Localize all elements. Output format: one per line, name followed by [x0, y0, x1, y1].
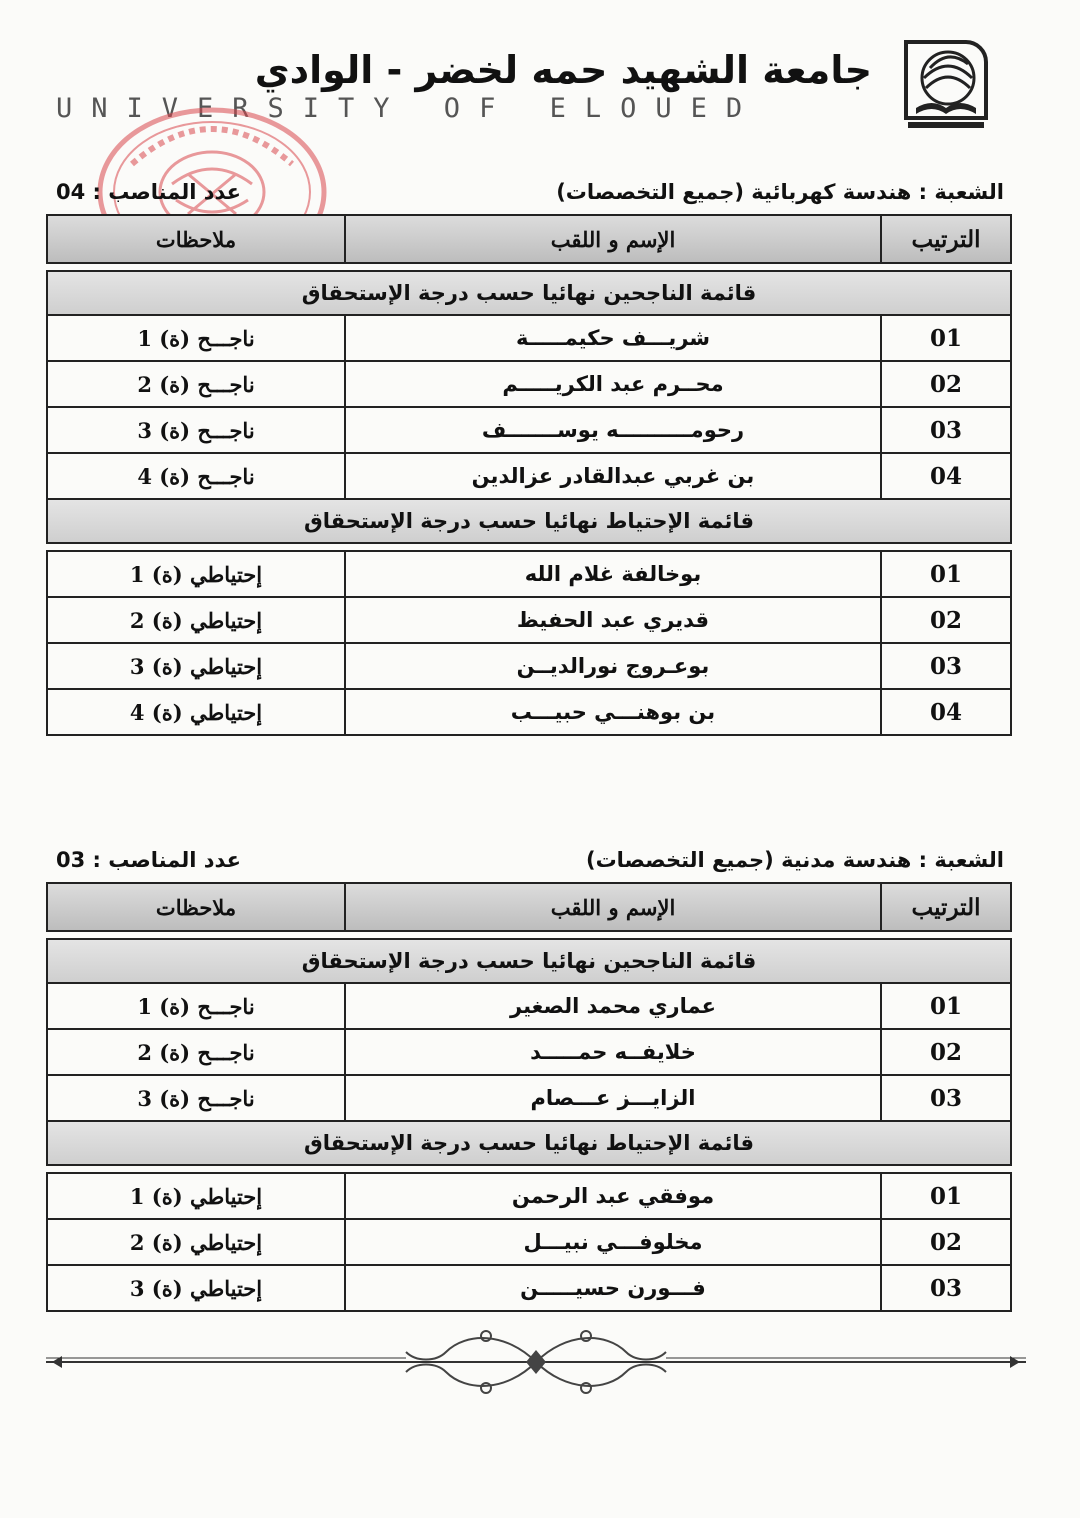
- rank-cell: 01: [881, 315, 1011, 361]
- university-logo-icon: [898, 34, 994, 132]
- note-cell: ناجـــح (ة) 2: [47, 361, 345, 407]
- rank-cell: 02: [881, 361, 1011, 407]
- reserve-list-title: قائمة الإحتياط نهائيا حسب درجة الإستحقاق: [47, 1121, 1011, 1165]
- name-cell: موفقي عبد الرحمن: [345, 1173, 881, 1219]
- branch-title: الشعبة : هندسة مدنية (جميع التخصصات): [585, 848, 1004, 872]
- university-name-arabic: جامعة الشهيد حمه لخضر - الوادي: [254, 48, 872, 92]
- name-cell: خلايفــه حمـــــد: [345, 1029, 881, 1075]
- section-electrical-engineering: [46, 180, 1012, 736]
- table-header-row: [47, 215, 1011, 263]
- table-header-row: [47, 883, 1011, 931]
- name-cell: بوعـروج نورالديــن: [345, 643, 881, 689]
- results-table: [46, 882, 1012, 1312]
- passed-list-title-row: [47, 271, 1011, 315]
- name-cell: محــرم عبد الكريـــــم: [345, 361, 881, 407]
- rank-cell: 02: [881, 597, 1011, 643]
- reserve-list-title: قائمة الإحتياط نهائيا حسب درجة الإستحقاق: [47, 499, 1011, 543]
- table-row: [47, 1265, 1011, 1311]
- note-cell: ناجـــح (ة) 1: [47, 315, 345, 361]
- passed-list-title: قائمة الناجحين نهائيا حسب درجة الإستحقاق: [47, 271, 1011, 315]
- results-table: [46, 214, 1012, 736]
- note-cell: إحتياطي (ة) 3: [47, 1265, 345, 1311]
- table-row: [47, 689, 1011, 735]
- note-cell: إحتياطي (ة) 2: [47, 597, 345, 643]
- name-cell: فـــورن حسيـــــن: [345, 1265, 881, 1311]
- name-cell: الزايـــز عـــصام: [345, 1075, 881, 1121]
- table-row: [47, 1029, 1011, 1075]
- name-cell: بن بوهنـــي حبيـــب: [345, 689, 881, 735]
- rank-cell: 01: [881, 983, 1011, 1029]
- table-row: [47, 597, 1011, 643]
- rank-cell: 01: [881, 551, 1011, 597]
- table-row: [47, 1219, 1011, 1265]
- reserve-list-title-row: [47, 499, 1011, 543]
- name-cell: قديري عبد الحفيظ: [345, 597, 881, 643]
- name-cell: عماري محمد الصغير: [345, 983, 881, 1029]
- table-row: [47, 407, 1011, 453]
- note-cell: ناجـــح (ة) 3: [47, 407, 345, 453]
- name-cell: بن غربي عبدالقادر عزالدين: [345, 453, 881, 499]
- posts-count: عدد المناصب : 03: [56, 848, 241, 872]
- rank-cell: 02: [881, 1219, 1011, 1265]
- note-cell: إحتياطي (ة) 1: [47, 551, 345, 597]
- name-cell: شريـــف حكيمـــــة: [345, 315, 881, 361]
- column-notes-header: ملاحظات: [47, 215, 345, 263]
- table-row: [47, 551, 1011, 597]
- rank-cell: 03: [881, 407, 1011, 453]
- column-name-header: الإسم و اللقب: [345, 883, 881, 931]
- posts-count: عدد المناصب : 04: [56, 180, 241, 204]
- rank-cell: 03: [881, 643, 1011, 689]
- reserve-list-title-row: [47, 1121, 1011, 1165]
- table-row: [47, 1075, 1011, 1121]
- column-rank-header: الترتيب: [881, 883, 1011, 931]
- table-row: [47, 315, 1011, 361]
- rank-cell: 01: [881, 1173, 1011, 1219]
- table-row: [47, 1173, 1011, 1219]
- name-cell: رحومــــــــــه يوســـــــف: [345, 407, 881, 453]
- section-civil-engineering: [46, 848, 1012, 1312]
- rank-cell: 04: [881, 453, 1011, 499]
- name-cell: بوخالفة غلام الله: [345, 551, 881, 597]
- passed-list-title: قائمة الناجحين نهائيا حسب درجة الإستحقاق: [47, 939, 1011, 983]
- university-name-english: UNIVERSITY OF ELOUED: [56, 93, 762, 124]
- rank-cell: 02: [881, 1029, 1011, 1075]
- table-row: [47, 453, 1011, 499]
- rank-cell: 03: [881, 1075, 1011, 1121]
- rank-cell: 04: [881, 689, 1011, 735]
- note-cell: ناجـــح (ة) 2: [47, 1029, 345, 1075]
- table-row: [47, 361, 1011, 407]
- table-row: [47, 643, 1011, 689]
- note-cell: ناجـــح (ة) 3: [47, 1075, 345, 1121]
- note-cell: ناجـــح (ة) 4: [47, 453, 345, 499]
- decorative-ornament-icon: [46, 1322, 1026, 1402]
- note-cell: إحتياطي (ة) 4: [47, 689, 345, 735]
- column-name-header: الإسم و اللقب: [345, 215, 881, 263]
- table-row: [47, 983, 1011, 1029]
- column-rank-header: الترتيب: [881, 215, 1011, 263]
- branch-title: الشعبة : هندسة كهربائية (جميع التخصصات): [556, 180, 1004, 204]
- note-cell: ناجـــح (ة) 1: [47, 983, 345, 1029]
- note-cell: إحتياطي (ة) 3: [47, 643, 345, 689]
- note-cell: إحتياطي (ة) 1: [47, 1173, 345, 1219]
- column-notes-header: ملاحظات: [47, 883, 345, 931]
- name-cell: مخلوفـــي نبيـــل: [345, 1219, 881, 1265]
- rank-cell: 03: [881, 1265, 1011, 1311]
- passed-list-title-row: [47, 939, 1011, 983]
- note-cell: إحتياطي (ة) 2: [47, 1219, 345, 1265]
